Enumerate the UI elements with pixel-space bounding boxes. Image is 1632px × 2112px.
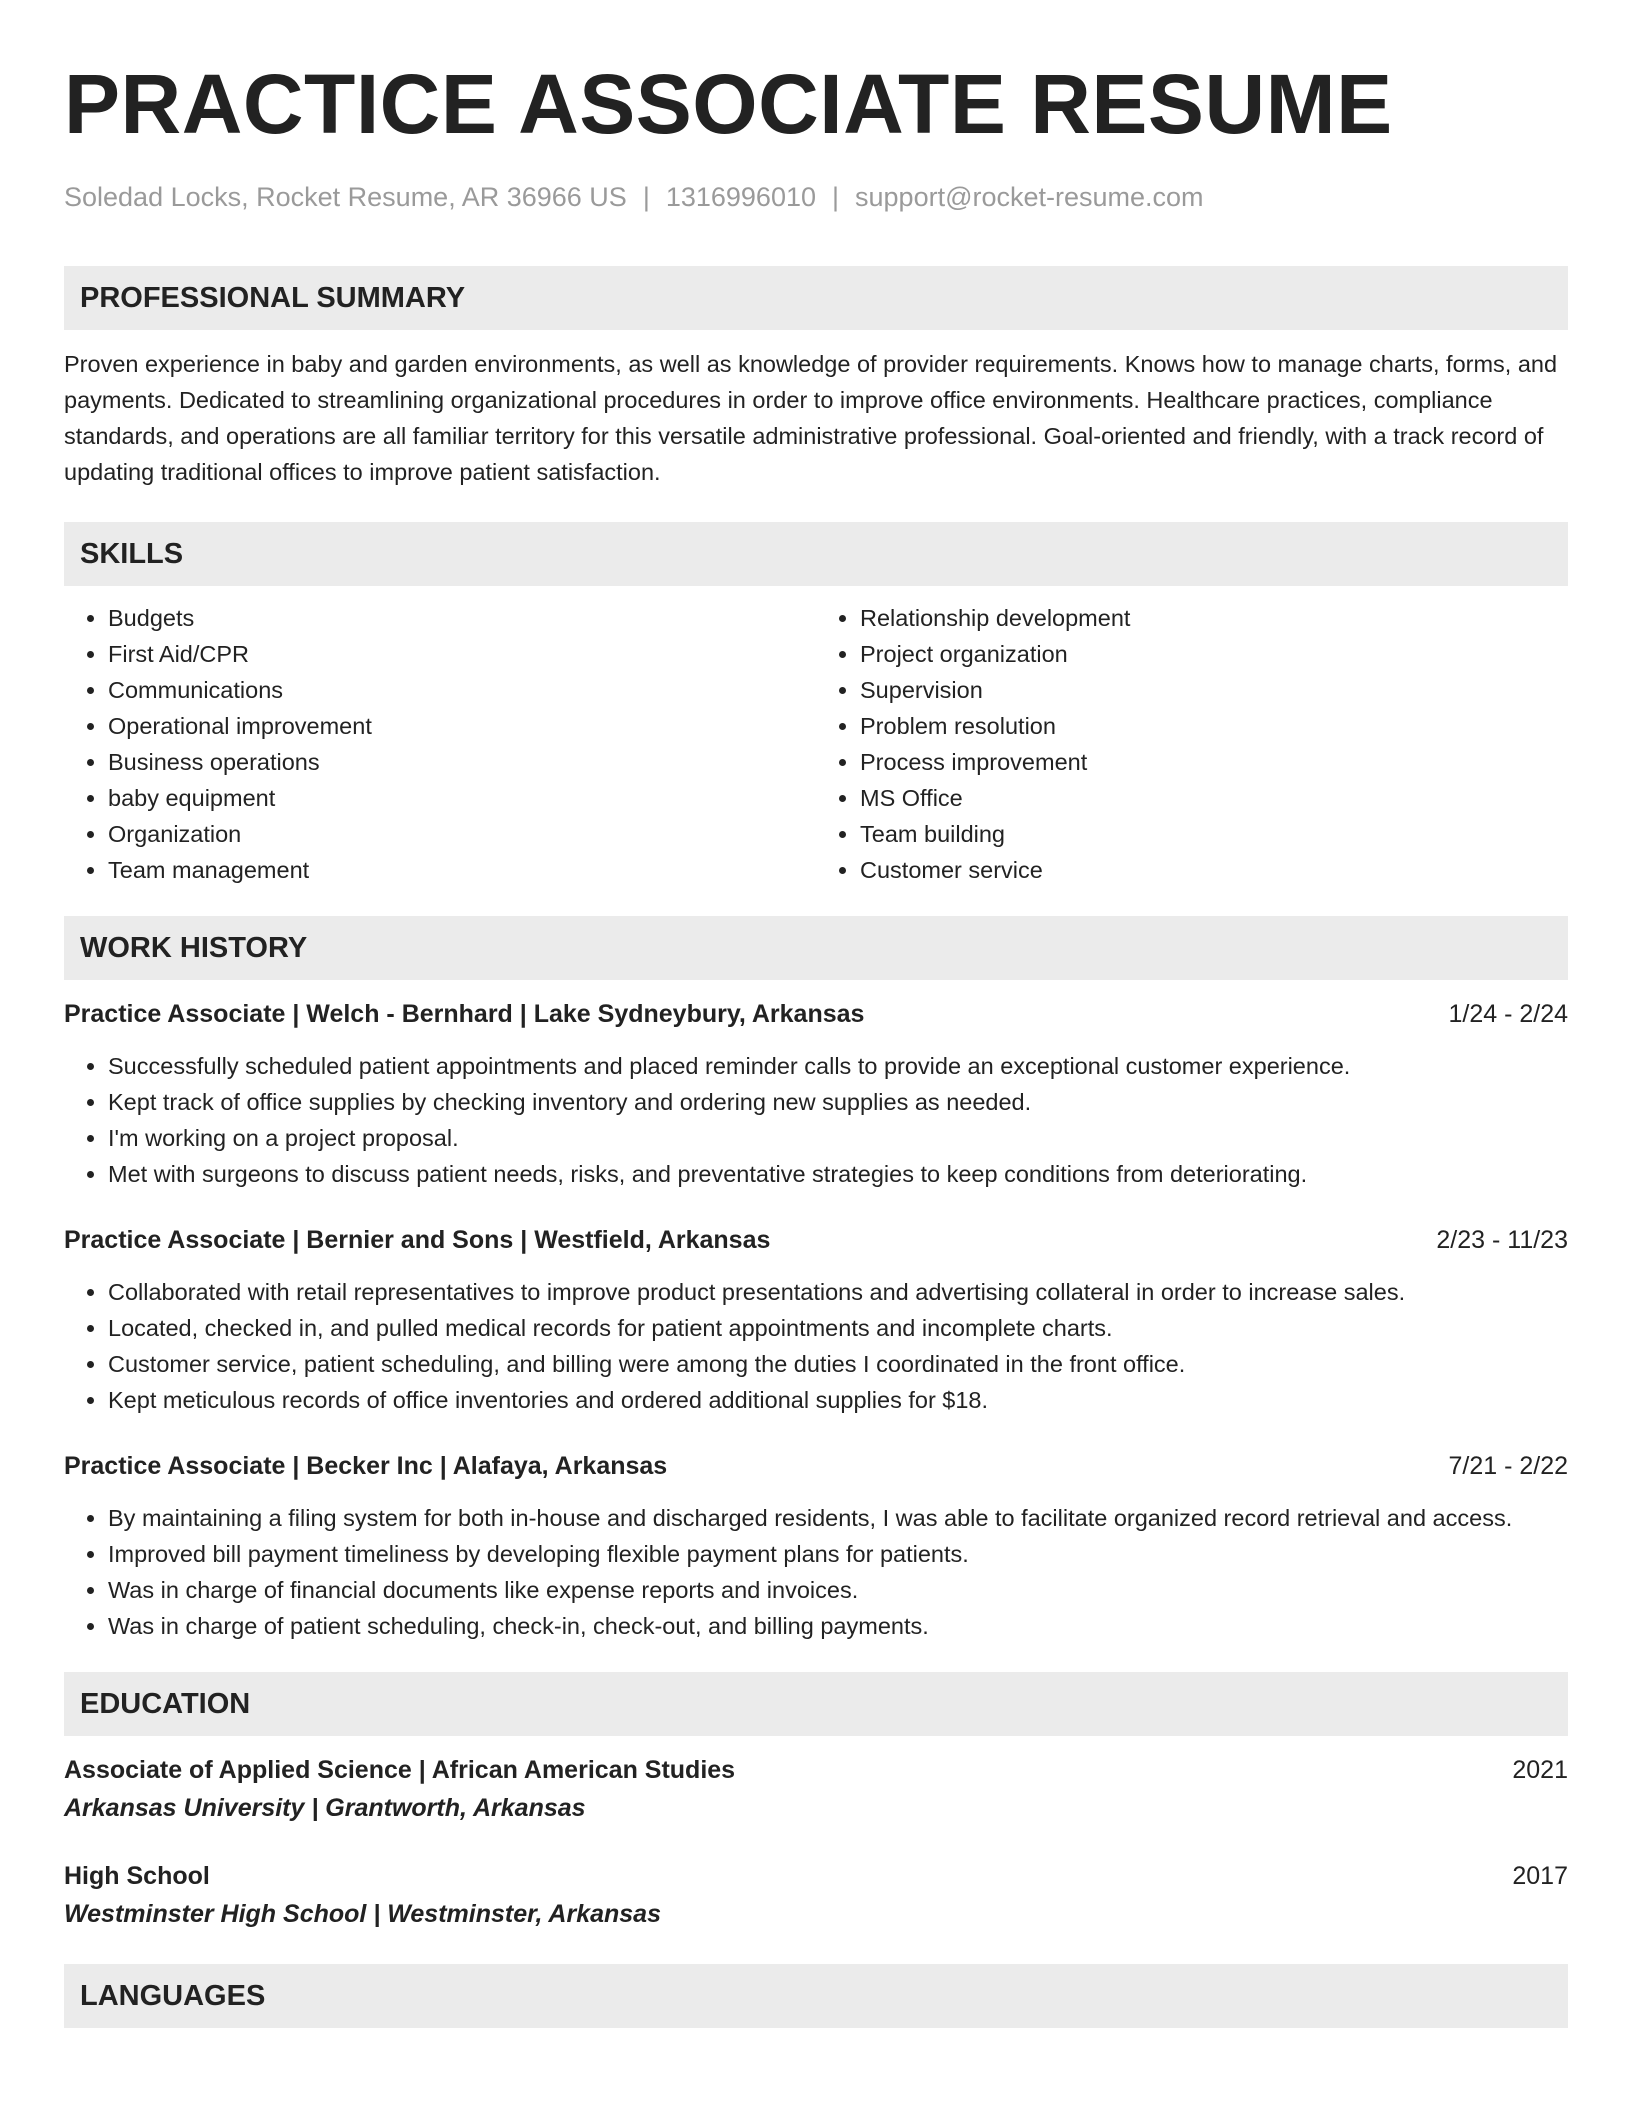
summary-heading: PROFESSIONAL SUMMARY bbox=[64, 266, 1568, 330]
job-bullet: • By maintaining a filing system for both in-house and discharged residents, I was able to facilitate organized record retrieval and access. bbox=[108, 1500, 1568, 1536]
education-entry bbox=[64, 1752, 1568, 1828]
job-bullets bbox=[64, 1500, 1568, 1644]
job-bullet: • Improved bill payment timeliness by developing flexible payment plans for patients. bbox=[108, 1536, 1568, 1572]
job-bullet: • Kept meticulous records of office inventories and ordered additional supplies for $18. bbox=[108, 1382, 1568, 1418]
job-bullet: • Located, checked in, and pulled medical records for patient appointments and incomplete charts. bbox=[108, 1310, 1568, 1346]
skill-item: • Problem resolution bbox=[860, 708, 1568, 744]
skill-item: • Communications bbox=[108, 672, 816, 708]
job-bullet: • Was in charge of financial documents like expense reports and invoices. bbox=[108, 1572, 1568, 1608]
languages-heading: LANGUAGES bbox=[64, 1964, 1568, 2028]
education-degree: Associate of Applied Science | African American Studies bbox=[64, 1756, 736, 1784]
job-header bbox=[64, 1222, 1568, 1258]
skill-item: • Organization bbox=[108, 816, 816, 852]
education-year: 2017 bbox=[1512, 1862, 1568, 1890]
skill-item: • Operational improvement bbox=[108, 708, 816, 744]
job-bullet: • Customer service, patient scheduling, and billing were among the duties I coordinated in the front office. bbox=[108, 1346, 1568, 1382]
job-dates: 1/24 - 2/24 bbox=[1448, 1000, 1568, 1028]
skill-item: • Supervision bbox=[860, 672, 1568, 708]
skills-column-right bbox=[816, 600, 1568, 888]
job-title: Practice Associate | Becker Inc | Alafaya, Arkansas bbox=[64, 1452, 668, 1480]
job-title: Practice Associate | Welch - Bernhard | Lake Sydneybury, Arkansas bbox=[64, 1000, 865, 1028]
skill-item: • Customer service bbox=[860, 852, 1568, 888]
job-bullet: • Collaborated with retail representatives to improve product presentations and advertising collateral in order to increase sales. bbox=[108, 1274, 1568, 1310]
contact-separator: | bbox=[642, 182, 650, 212]
job-dates: 2/23 - 11/23 bbox=[1436, 1226, 1568, 1254]
job-entry bbox=[64, 1222, 1568, 1418]
skill-item: • Team management bbox=[108, 852, 816, 888]
job-header bbox=[64, 996, 1568, 1032]
education-heading: EDUCATION bbox=[64, 1672, 1568, 1736]
skill-item: • Relationship development bbox=[860, 600, 1568, 636]
resume-title: PRACTICE ASSOCIATE RESUME bbox=[64, 57, 1393, 151]
education-school: Westminster High School | Westminster, Arkansas bbox=[64, 1900, 661, 1928]
education-header bbox=[64, 1858, 1568, 1894]
skill-item: • MS Office bbox=[860, 780, 1568, 816]
languages-section bbox=[64, 1964, 1568, 2028]
job-title: Practice Associate | Bernier and Sons | Westfield, Arkansas bbox=[64, 1226, 771, 1254]
education-entry bbox=[64, 1858, 1568, 1934]
job-entry bbox=[64, 1448, 1568, 1644]
summary-text: Proven experience in baby and garden environments, as well as knowledge of provider requirements. Knows how to manage charts, forms, and payments. Dedicated to streamlining organizational procedures in order to improve office environments. Healthcare practices, compliance standards, and operations are all familiar territory for this versatile administrative professional. Goal-oriented and friendly, with a track record of updating traditional offices to improve patient satisfaction. bbox=[64, 351, 1558, 485]
job-entry bbox=[64, 996, 1568, 1192]
skill-item: • baby equipment bbox=[108, 780, 816, 816]
skills-grid bbox=[64, 600, 1568, 888]
skill-item: • Team building bbox=[860, 816, 1568, 852]
job-bullets bbox=[64, 1274, 1568, 1418]
skill-item: • Process improvement bbox=[860, 744, 1568, 780]
skills-section bbox=[64, 522, 1568, 888]
education-year: 2021 bbox=[1512, 1756, 1568, 1784]
job-bullets bbox=[64, 1048, 1568, 1192]
skill-item: • Budgets bbox=[108, 600, 816, 636]
work-history-section bbox=[64, 916, 1568, 1644]
skill-item: • Business operations bbox=[108, 744, 816, 780]
summary-section bbox=[64, 266, 1568, 490]
contact-address: Soledad Locks, Rocket Resume, AR 36966 US bbox=[64, 182, 627, 212]
contact-separator: | bbox=[832, 182, 840, 212]
job-bullet: • Successfully scheduled patient appointments and placed reminder calls to provide an exceptional customer experience. bbox=[108, 1048, 1568, 1084]
job-header bbox=[64, 1448, 1568, 1484]
skill-item: • Project organization bbox=[860, 636, 1568, 672]
job-bullet: • I'm working on a project proposal. bbox=[108, 1120, 1568, 1156]
job-dates: 7/21 - 2/22 bbox=[1448, 1452, 1568, 1480]
work-history-heading: WORK HISTORY bbox=[64, 916, 1568, 980]
job-bullet: • Was in charge of patient scheduling, check-in, check-out, and billing payments. bbox=[108, 1608, 1568, 1644]
job-bullet: • Kept track of office supplies by checking inventory and ordering new supplies as needed. bbox=[108, 1084, 1568, 1120]
education-school: Arkansas University | Grantworth, Arkansas bbox=[64, 1794, 586, 1822]
skills-column-left bbox=[64, 600, 816, 888]
education-header bbox=[64, 1752, 1568, 1788]
skill-item: • First Aid/CPR bbox=[108, 636, 816, 672]
skills-heading: SKILLS bbox=[64, 522, 1568, 586]
contact-phone: 1316996010 bbox=[665, 182, 816, 212]
contact-line bbox=[64, 180, 1568, 214]
contact-email[interactable]: support@rocket-resume.com bbox=[855, 182, 1204, 212]
education-section bbox=[64, 1672, 1568, 1934]
education-degree: High School bbox=[64, 1862, 210, 1890]
job-bullet: • Met with surgeons to discuss patient needs, risks, and preventative strategies to keep conditions from deteriorating. bbox=[108, 1156, 1568, 1192]
